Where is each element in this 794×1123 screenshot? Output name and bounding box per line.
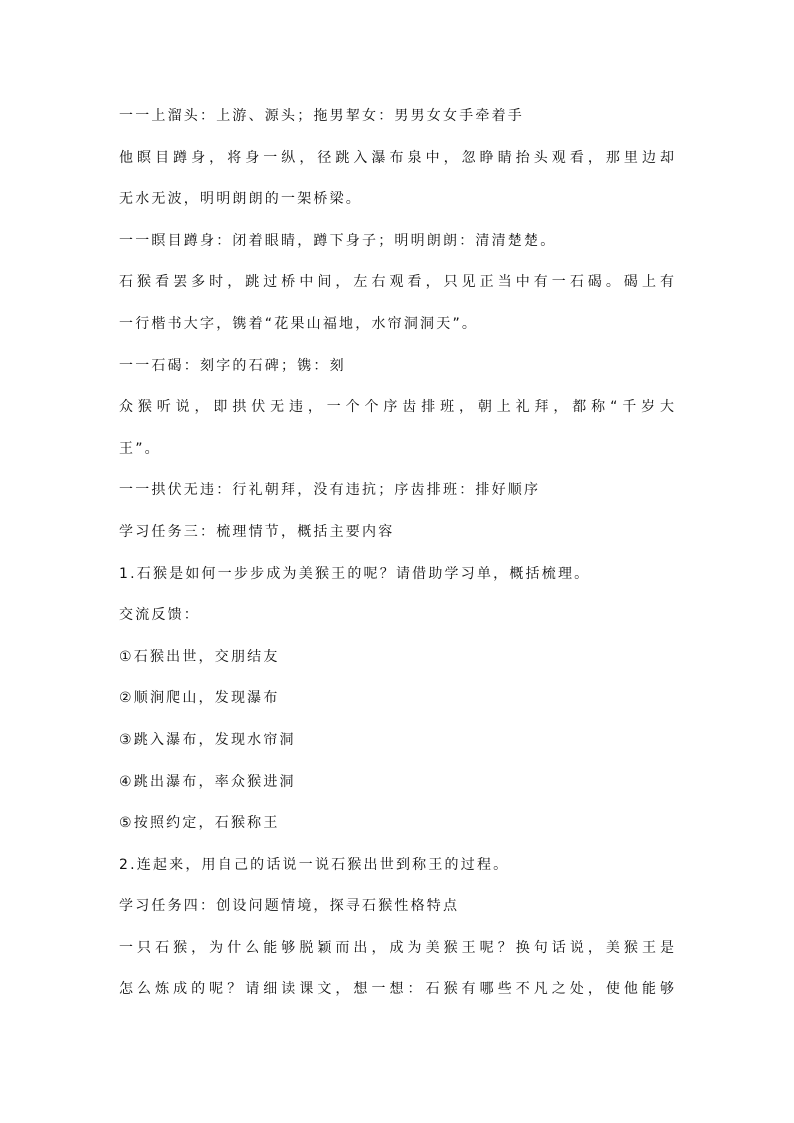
list-item bbox=[119, 637, 675, 679]
list-item bbox=[119, 762, 675, 804]
body-paragraph bbox=[119, 262, 675, 345]
body-paragraph bbox=[119, 387, 675, 470]
annotation-note bbox=[119, 346, 675, 388]
text-line: 1.石猴是如何一步步成为美猴王的呢？请借助学习单，概括梳理。 bbox=[119, 565, 591, 582]
list-item bbox=[119, 720, 675, 762]
text-line: 他瞑目蹲身，将身一纵，径跳入瀑布泉中，忽睁睛抬头观看，那里边却 bbox=[119, 149, 675, 166]
body-paragraph bbox=[119, 138, 675, 221]
text-line: 一一上溜头：上游、源头；拖男挈女：男男女女手牵着手 bbox=[119, 108, 524, 124]
text-line: ③跳入瀑布，发现水帘洞 bbox=[119, 731, 296, 748]
text-line: ②顺涧爬山，发现瀑布 bbox=[119, 690, 280, 707]
annotation-note bbox=[119, 96, 675, 138]
text-line: 一一瞑目蹲身：闭着眼睛，蹲下身子；明明朗朗：清清楚楚。 bbox=[119, 232, 557, 249]
text-line: 王”。 bbox=[119, 440, 161, 457]
annotation-note bbox=[119, 221, 675, 263]
text-line: 一行楷书大字，镌着“花果山福地，水帘洞洞天”。 bbox=[119, 315, 479, 332]
text-line: 无水无波，明明朗朗的一架桥梁。 bbox=[119, 191, 362, 208]
text-line: 怎么炼成的呢？请细读课文，想一想：石猴有哪些不凡之处，使他能够 bbox=[119, 981, 675, 998]
feedback-label bbox=[119, 595, 675, 637]
list-item bbox=[119, 678, 675, 720]
text-line: 一一拱伏无违：行礼朝拜，没有违抗；序齿排班：排好顺序 bbox=[119, 482, 541, 499]
text-line: ④跳出瀑布，率众猴进洞 bbox=[119, 773, 296, 790]
text-line: 学习任务四：创设问题情境，探寻石猴性格特点 bbox=[119, 898, 460, 915]
text-line: 一一石碣：刻字的石碑；镌：刻 bbox=[119, 357, 346, 374]
task-question bbox=[119, 845, 675, 887]
body-paragraph bbox=[119, 928, 675, 1011]
task-question bbox=[119, 554, 675, 596]
text-line: 石猴看罢多时，跳过桥中间，左右观看，只见正当中有一石碣。碣上有 bbox=[119, 274, 675, 291]
annotation-note bbox=[119, 470, 675, 512]
section-heading bbox=[119, 886, 675, 928]
list-item bbox=[119, 803, 675, 845]
page-body bbox=[119, 96, 675, 1011]
text-line: 交流反馈： bbox=[119, 607, 200, 624]
text-line: 学习任务三：梳理情节，概括主要内容 bbox=[119, 523, 395, 540]
text-line: 一只石猴，为什么能够脱颖而出，成为美猴王呢？换句话说，美猴王是 bbox=[119, 939, 675, 956]
text-line: ①石猴出世，交朋结友 bbox=[119, 648, 280, 665]
text-line: ⑤按照约定，石猴称王 bbox=[119, 815, 280, 832]
text-line: 2.连起来，用自己的话说一说石猴出世到称王的过程。 bbox=[119, 856, 510, 873]
section-heading bbox=[119, 512, 675, 554]
text-line: 众猴听说，即拱伏无违，一个个序齿排班，朝上礼拜，都称“千岁大 bbox=[119, 399, 675, 416]
